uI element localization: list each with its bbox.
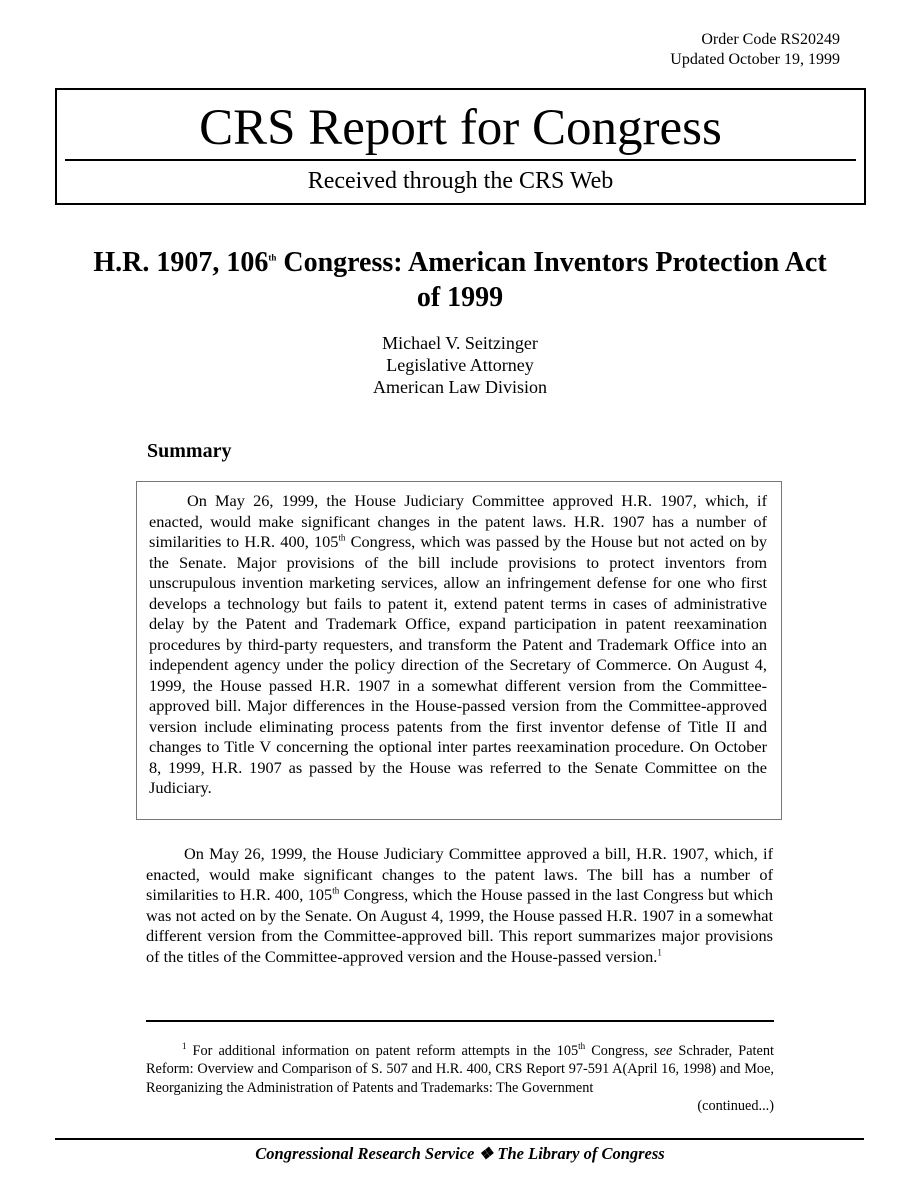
order-code: Order Code RS20249 — [701, 31, 840, 48]
footer-right: The Library of Congress — [497, 1144, 665, 1163]
footnote-continued: (continued...) — [697, 1097, 774, 1114]
author-block — [0, 332, 920, 398]
summary-heading: Summary — [147, 440, 232, 462]
masthead-rule — [65, 159, 856, 161]
document-title: H.R. 1907, 106th Congress: American Inventors Protection Act of 1999 — [93, 247, 827, 313]
author-name: Michael V. Seitzinger — [382, 333, 538, 353]
footnote-rule — [146, 1020, 774, 1022]
author-division: American Law Division — [373, 377, 547, 397]
footnote: $^1$ For additional information on patent reform attempts in the 105th Congress, see Schrader, Patent Reform: Overview and Comparison of S. 507 and H.R. 400, CRS Report 97-591 A(April 16, 1998) and Moe, Reorganizing the Administration of Patents and Trademarks: The Government (continued...) — [146, 1041, 774, 1114]
author-role: Legislative Attorney — [386, 355, 534, 375]
order-code-block — [670, 30, 840, 70]
masthead-title: CRS Report for Congress — [199, 100, 722, 156]
masthead — [55, 88, 866, 205]
body-paragraph: On May 26, 1999, the House Judiciary Committee approved a bill, H.R. 1907, which, if enacted, would make significant changes to the patent laws. The bill has a number of similarities to H.R. 400, 105th Congress, which the House passed in the last Congress but which was not acted on by the Senate. On August 4, 1999, the House passed H.R. 1907 in a somewhat different version from the Committee-approved bill. This report summarizes major provisions of the titles of the Committee-approved version and the House-passed version.$^1$ — [146, 844, 774, 966]
footer-rule — [55, 1138, 864, 1140]
page-footer — [0, 1144, 920, 1164]
footnote-reference[interactable]: 1 — [657, 947, 662, 958]
masthead-subtitle: Received through the CRS Web — [307, 168, 614, 194]
summary-box — [136, 481, 782, 820]
footer-left: Congressional Research Service — [255, 1144, 475, 1163]
updated-date: Updated October 19, 1999 — [670, 51, 840, 68]
footnote-marker: 1 — [182, 1041, 187, 1052]
diamond-separator-icon: ❖ — [478, 1144, 494, 1163]
summary-text: On May 26, 1999, the House Judiciary Committee approved H.R. 1907, which, if enacted, would make significant changes in the patent laws. H.R. 1907 has a number of similarities to H.R. 400, 105th Congress, which was passed by the House but not acted on by the Senate. Major provisions of the bill include provisions to protect inventors from unscrupulous invention marketing services, allow an infringement defense for one who first develops a technology but fails to patent it, extend patent terms in cases of administrative delay by the Patent and Trademark Office, expand participation in patent reexamination procedures by third-party requesters, and transform the Patent and Trademark Office into an independent agency under the policy direction of the Secretary of Commerce. On August 4, 1999, the House passed H.R. 1907 in a somewhat different version from the Committee-approved bill. Major differences in the House-passed version from the Committee-approved version include eliminating process patents from the first inventor defense of Title II and changes to Title V concerning the optional inter partes reexamination procedure. On October 8, 1999, H.R. 1907 as passed by the House was referred to the Senate Committee on the Judiciary. — [149, 491, 767, 797]
